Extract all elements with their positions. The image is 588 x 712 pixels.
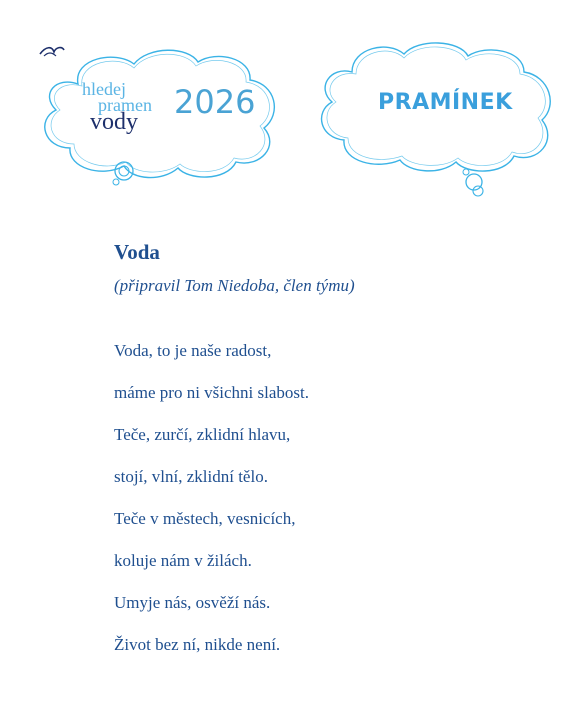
cloud-outline-right bbox=[318, 40, 560, 200]
water-drop-swirl-icon bbox=[38, 44, 66, 60]
poem-line: Teče v městech, vesnicích, bbox=[114, 509, 296, 528]
poem-line: Voda, to je naše radost, bbox=[114, 341, 272, 360]
poem-lines bbox=[114, 330, 534, 666]
logo-cloud bbox=[38, 44, 283, 190]
poem-line: koluje nám v žilách. bbox=[114, 551, 252, 570]
poem-line: máme pro ni všichni slabost. bbox=[114, 383, 310, 402]
brand-cloud bbox=[318, 40, 560, 200]
poem-line: stojí, vlní, zklidní tělo. bbox=[114, 467, 268, 486]
poem-title: Voda bbox=[114, 240, 160, 264]
poem-author-note: (připravil Tom Niedoba, člen týmu) bbox=[114, 276, 355, 295]
brand-title: PRAMÍNEK bbox=[378, 90, 513, 115]
poem bbox=[114, 240, 534, 666]
poem-line: Teče, zurčí, zklidní hlavu, bbox=[114, 425, 291, 444]
logo-word-vody: vody bbox=[90, 109, 138, 135]
logo-word-hledej: hledej bbox=[82, 79, 126, 99]
logo-word-pramen: pramen bbox=[98, 95, 152, 115]
logo-year: 2026 bbox=[174, 83, 256, 121]
poem-line: Umyje nás, osvěží nás. bbox=[114, 593, 271, 612]
poem-line: Život bez ní, nikde není. bbox=[114, 635, 281, 654]
